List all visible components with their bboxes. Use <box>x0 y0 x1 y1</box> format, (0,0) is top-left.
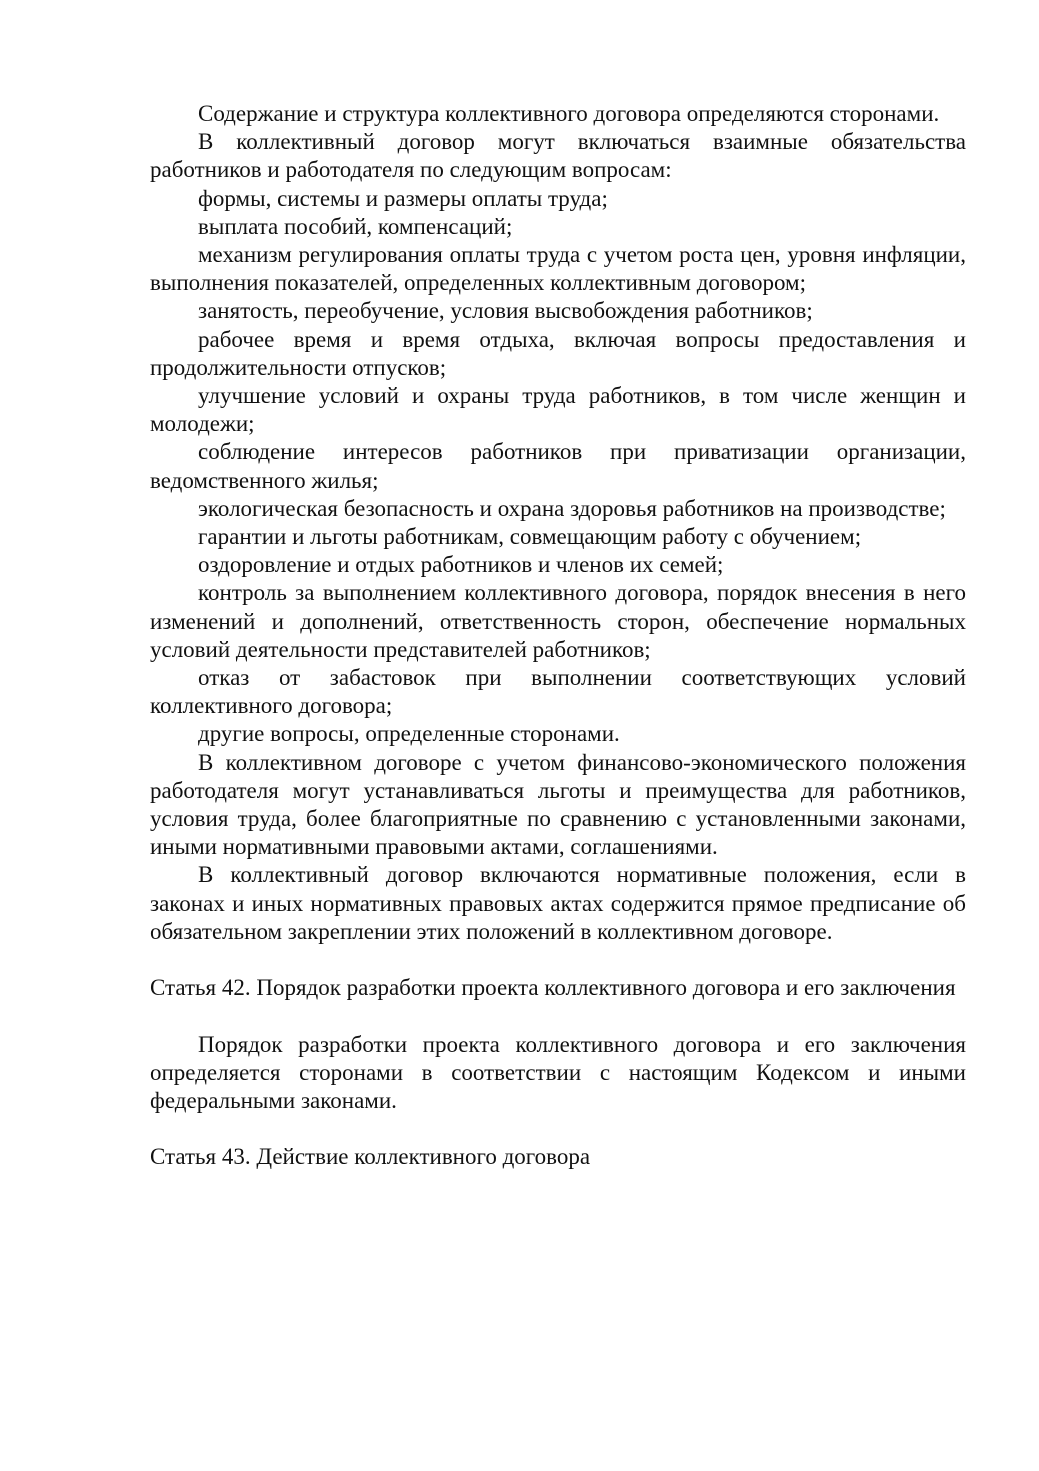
list-item: механизм регулирования оплаты труда с учетом роста цен, уровня инфляции, выполнения показателей, определенных коллективным договором; <box>150 242 966 296</box>
paragraph: В коллективном договоре с учетом финансово-экономического положения работодателя могут устанавливаться льготы и преимущества для работников, условия труда, более благоприятные по сравнению с установленными законами, иными нормативными правовыми актами, соглашениями. <box>150 749 966 860</box>
document-page <box>150 100 966 1172</box>
list-item: отказ от забастовок при выполнении соответствующих условий коллективного договора; <box>150 665 966 719</box>
list-item: гарантии и льготы работникам, совмещающим работу с обучением; <box>198 524 862 550</box>
spacer <box>150 1115 966 1143</box>
list-item: оздоровление и отдых работников и членов их семей; <box>198 552 724 578</box>
paragraph: Содержание и структура коллективного договора определяются сторонами. <box>198 101 940 126</box>
article-43-heading: Статья 43. Действие коллективного договора <box>150 1144 591 1170</box>
list-item: занятость, переобучение, условия высвобождения работников; <box>198 298 813 324</box>
list-item: выплата пособий, компенсаций; <box>198 213 513 239</box>
paragraph: В коллективный договор включаются нормативные положения, если в законах и иных нормативных правовых актах содержится прямое предписание об обязательном закреплении этих положений в коллективном договоре. <box>150 862 966 944</box>
list-item: формы, системы и размеры оплаты труда; <box>198 185 608 211</box>
list-item: экологическая безопасность и охрана здоровья работников на производстве; <box>198 495 946 521</box>
paragraph: В коллективный договор могут включаться взаимные обязательства работников и работодателя по следующим вопросам: <box>150 129 966 183</box>
article-42-heading: Статья 42. Порядок разработки проекта коллективного договора и его заключения <box>150 975 956 1001</box>
list-item: улучшение условий и охраны труда работников, в том числе женщин и молодежи; <box>150 383 966 437</box>
list-item: контроль за выполнением коллективного договора, порядок внесения в него изменений и дополнений, ответственность сторон, обеспечение нормальных условий деятельности представителей работников; <box>150 580 966 662</box>
spacer <box>150 946 966 974</box>
list-item: соблюдение интересов работников при приватизации организации, ведомственного жилья; <box>150 439 966 493</box>
list-item: рабочее время и время отдыха, включая вопросы предоставления и продолжительности отпусков; <box>150 326 966 380</box>
list-item: другие вопросы, определенные сторонами. <box>198 721 620 747</box>
spacer <box>150 1002 966 1030</box>
article-42-text: Порядок разработки проекта коллективного договора и его заключения определяется сторонами в соответствии с настоящим Кодексом и иными федеральными законами. <box>150 1031 966 1114</box>
